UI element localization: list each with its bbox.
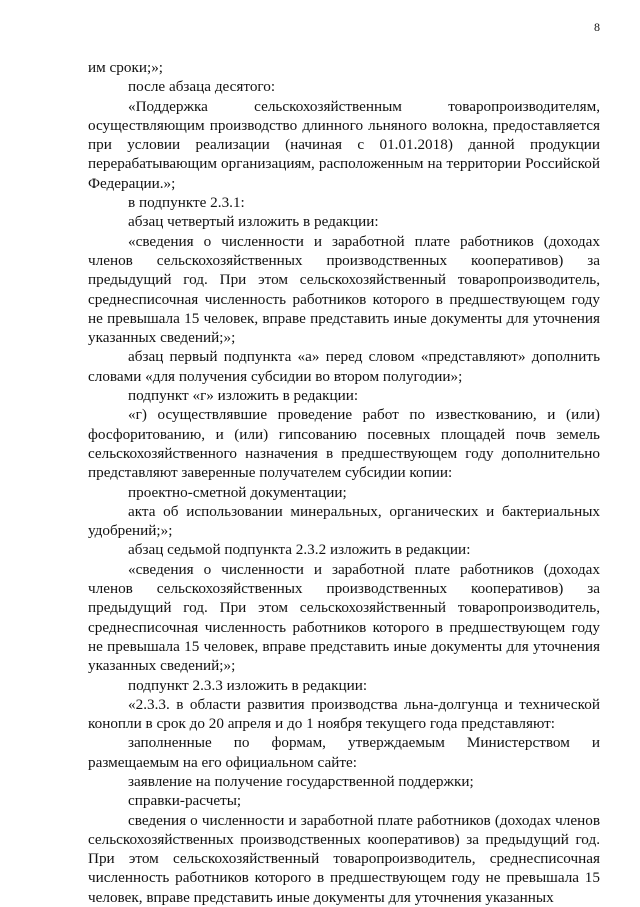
- paragraph: заполненные по формам, утверждаемым Министерством и размещаемым на его официальном сайте:: [88, 734, 600, 771]
- paragraph: заявление на получение государственной поддержки;: [128, 772, 474, 790]
- paragraph: после абзаца десятого:: [128, 78, 276, 96]
- paragraph: справки-расчеты;: [128, 792, 242, 810]
- paragraph: «сведения о численности и заработной плате работников (доходах членов сельскохозяйственных производственных кооперативов) за предыдущий год. При этом сельскохозяйственный товаропроизводитель, среднесписочная численность работников которого в предшествующем году не превышала 15 человек, вправе представить иные документы для уточнения указанных сведений;»;: [88, 560, 600, 675]
- paragraph: абзац первый подпункта «а» перед словом «представляют» дополнить словами «для получения субсидии во втором полугодии»;: [88, 348, 600, 385]
- paragraph-continuation: им сроки;»;: [88, 59, 164, 76]
- paragraph: «2.3.3. в области развития производства льна-долгунца и технической конопли в срок до 20 апреля и до 1 ноября текущего года представляют:: [88, 695, 600, 733]
- document-body: [88, 58, 600, 907]
- paragraph: подпункт 2.3.3 изложить в редакции:: [128, 676, 368, 694]
- paragraph: акта об использовании минеральных, органических и бактериальных удобрений;»;: [88, 502, 600, 540]
- paragraph: проектно-сметной документации;: [128, 483, 347, 501]
- paragraph: «сведения о численности и заработной плате работников (доходах членов сельскохозяйственных производственных кооперативов) за предыдущий год. При этом сельскохозяйственный товаропроизводитель, среднесписочная численность работников которого в предшествующем году не превышала 15 человек, вправе представить иные документы для уточнения указанных сведений;»;: [88, 232, 600, 347]
- paragraph: сведения о численности и заработной плате работников (доходах членов сельскохозяйственных производственных кооперативов) за предыдущий год. При этом сельскохозяйственный товаропроизводитель, среднесписочная численность работников которого в предшествующем году не превышала 15 человек, вправе представить иные документы для уточнения указанных: [88, 811, 600, 906]
- paragraph: «Поддержка сельскохозяйственным товаропроизводителям, осуществляющим производство длинного льняного волокна, предоставляется при условии реализации (начиная с 01.01.2018) данной продукции перерабатывающим организациям, расположенным на территории Российской Федерации.»;: [88, 97, 600, 192]
- page-number: 8: [594, 20, 600, 34]
- paragraph: в подпункте 2.3.1:: [128, 194, 245, 212]
- paragraph: «г) осуществлявшие проведение работ по известкованию, и (или) фосфоритованию, и (или) гипсованию посевных площадей почв земель сельскохозяйственного назначения в предшествующем году дополнительно представляют заверенные получателем субсидии копии:: [88, 406, 600, 482]
- paragraph: подпункт «г» изложить в редакции:: [128, 387, 359, 405]
- paragraph: абзац седьмой подпункта 2.3.2 изложить в редакции:: [128, 541, 471, 559]
- paragraph: абзац четвертый изложить в редакции:: [128, 213, 379, 231]
